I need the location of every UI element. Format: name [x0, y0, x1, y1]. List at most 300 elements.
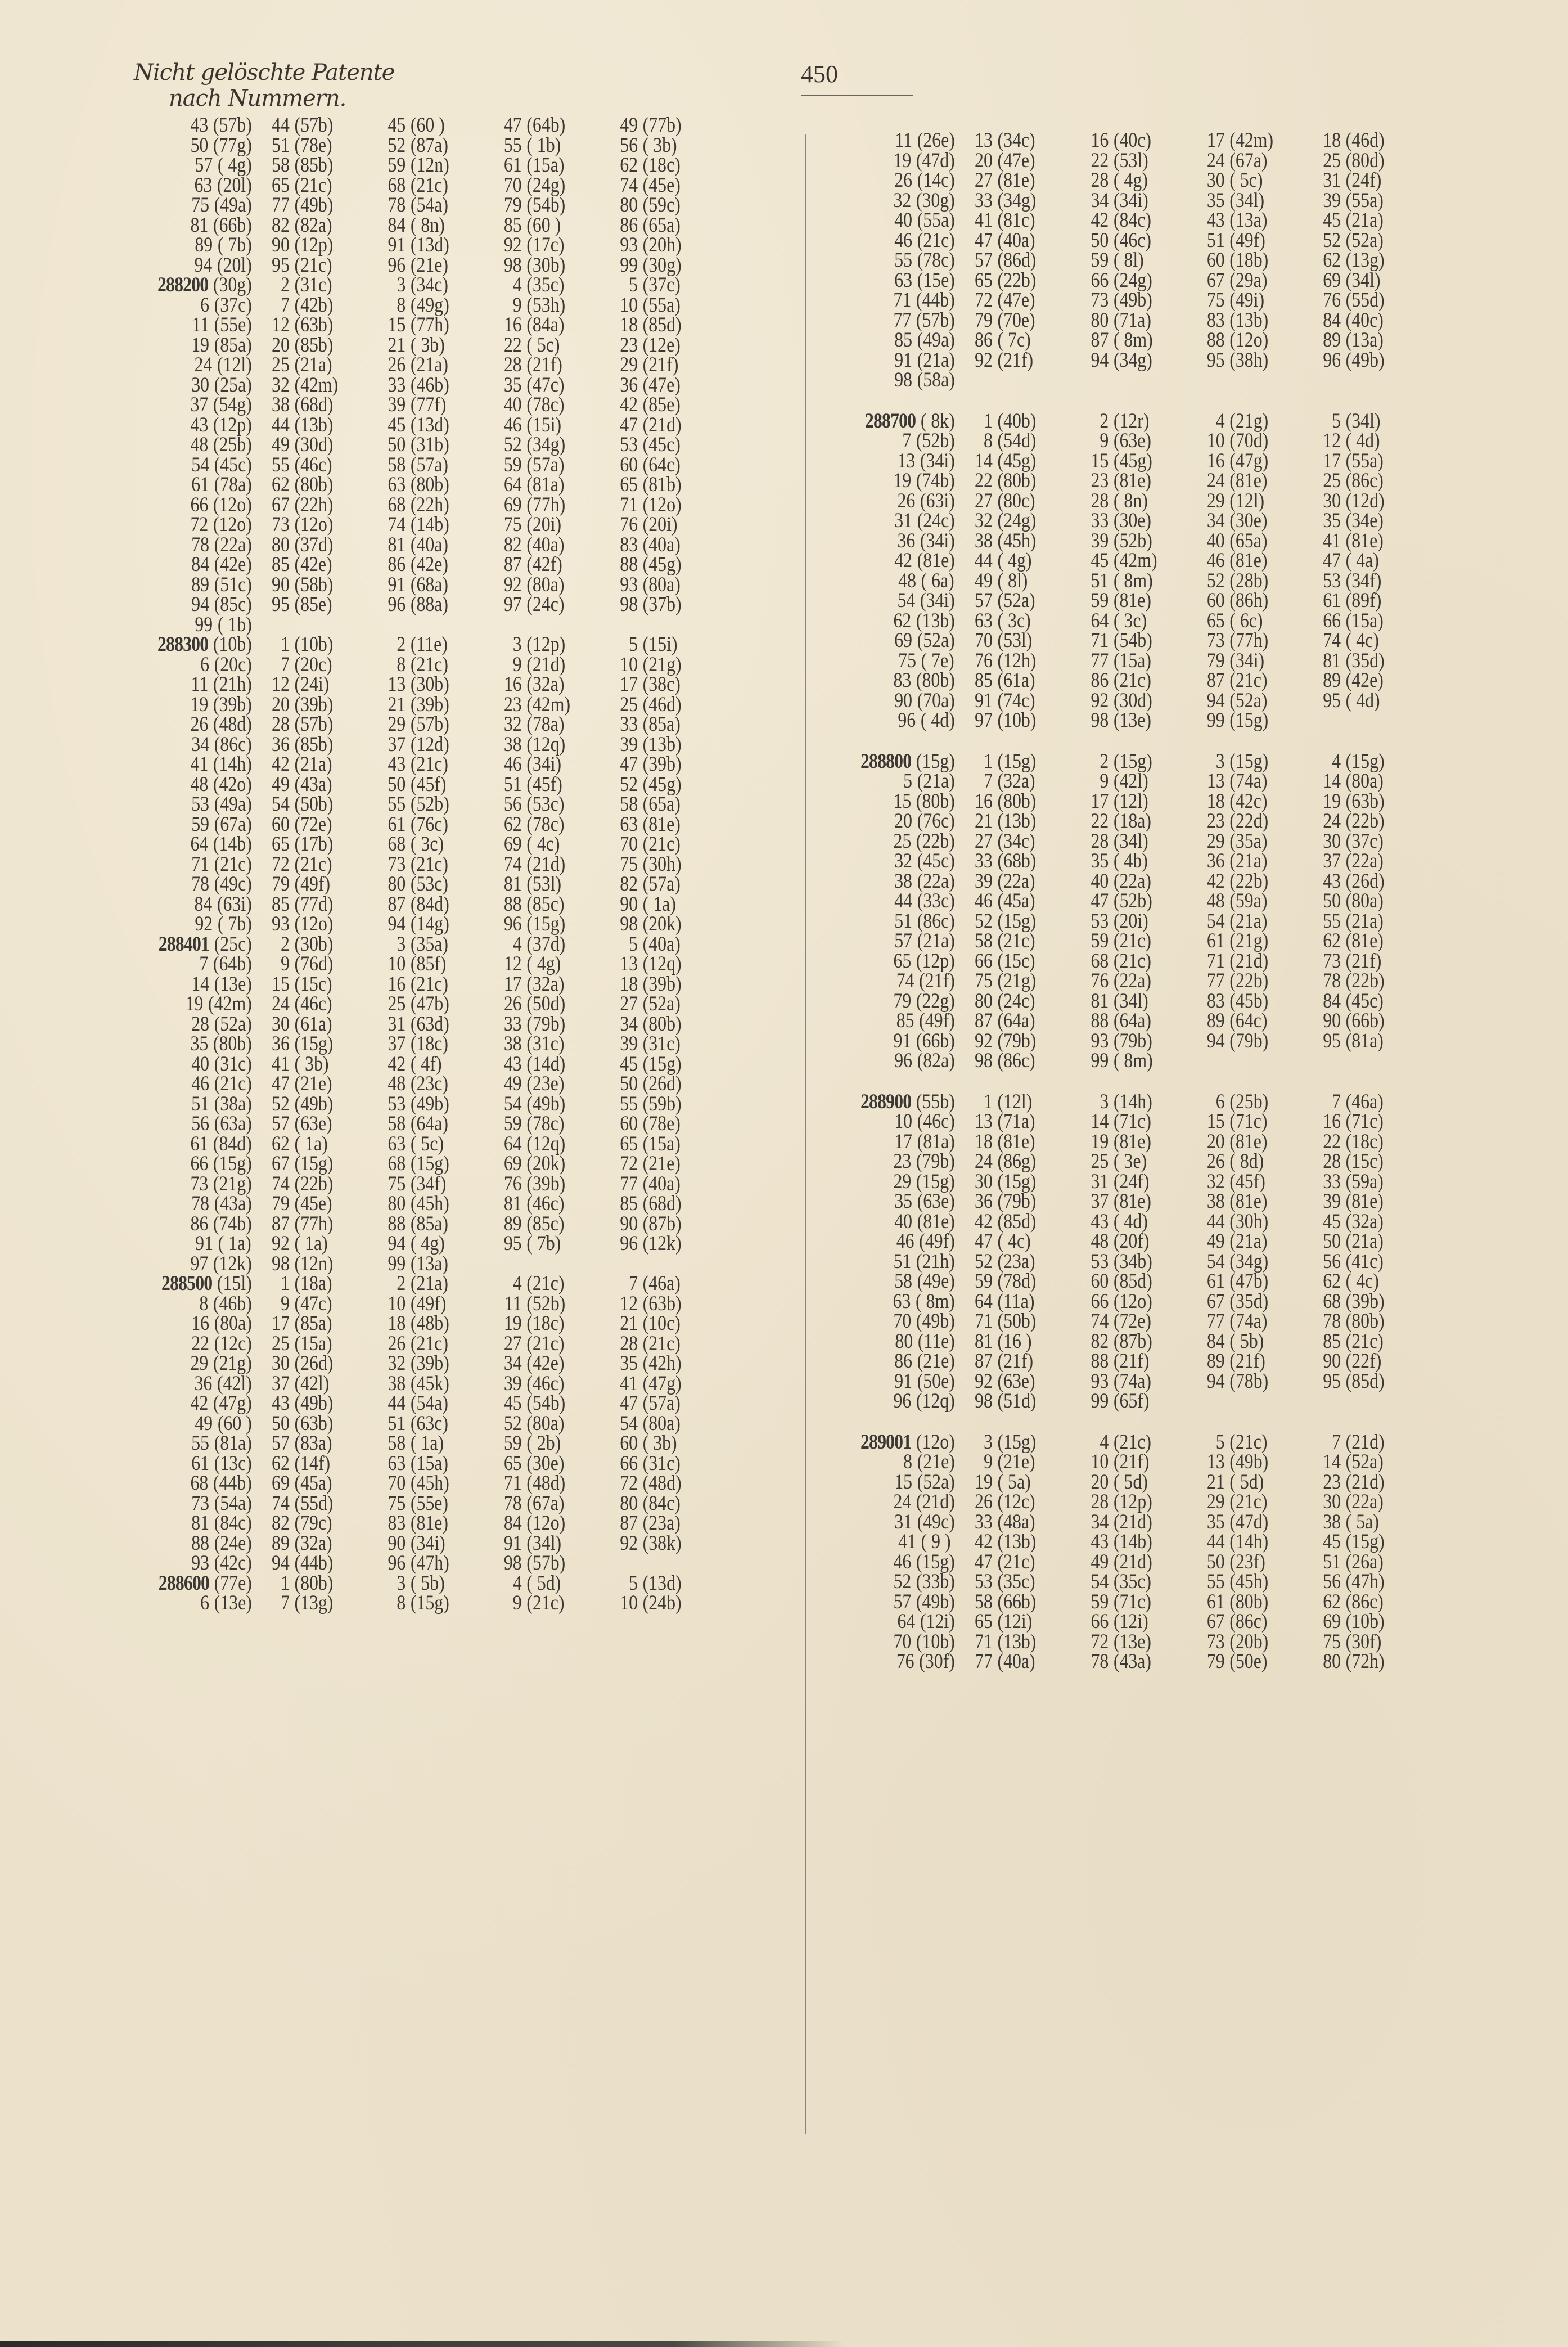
patent-number: 10 — [1091, 1450, 1109, 1473]
class-code: ( 4c) — [997, 1230, 1031, 1253]
patent-entry — [368, 732, 484, 756]
patent-number: 82 — [272, 213, 290, 237]
class-code: (39b) — [410, 1352, 449, 1375]
class-code: (14b) — [1113, 1530, 1152, 1553]
patent-number: 83 — [1206, 989, 1225, 1013]
class-code: (49f) — [294, 873, 331, 896]
class-code: (12d) — [410, 732, 449, 756]
patent-entry — [141, 1451, 252, 1475]
patent-entry — [368, 675, 484, 695]
class-code: (20i) — [642, 513, 678, 536]
patent-entry — [955, 1289, 1071, 1313]
patent-entry — [368, 874, 484, 894]
patent-number: 27 — [975, 829, 993, 853]
class-code: (13b) — [916, 609, 955, 632]
patent-entry — [844, 308, 955, 332]
class-code: (37d) — [526, 932, 566, 956]
patent-entry — [1187, 1492, 1303, 1512]
class-code: (80b) — [410, 473, 449, 496]
list-row — [844, 1231, 1424, 1252]
class-code: (21c) — [410, 972, 449, 996]
class-code: (13d) — [642, 1571, 682, 1595]
class-code: (24c) — [997, 989, 1035, 1013]
patent-number: 20 — [272, 693, 290, 716]
patent-entry — [141, 1094, 252, 1114]
patent-number: 7 — [280, 653, 290, 676]
patent-entry — [844, 210, 955, 231]
patent-entry — [1187, 971, 1303, 991]
patent-number: 14 — [1091, 1110, 1109, 1133]
patent-entry — [1187, 951, 1303, 972]
patent-entry — [1187, 1289, 1303, 1313]
class-code: (21d) — [526, 653, 566, 676]
patent-entry — [955, 228, 1071, 252]
patent-number: 28 — [272, 713, 290, 736]
class-code: (22f) — [1345, 1350, 1382, 1373]
patent-number: 69 — [894, 629, 913, 652]
class-code: ( 6a) — [921, 569, 954, 592]
patent-entry — [844, 1051, 955, 1071]
patent-entry — [844, 831, 955, 852]
class-code: (40c) — [1113, 129, 1152, 152]
class-code: (15a) — [526, 154, 565, 177]
patent-number: 39 — [1323, 1190, 1341, 1213]
class-code: (12k) — [213, 1252, 252, 1275]
patent-number: 55 — [503, 133, 522, 157]
patent-entry — [1071, 1289, 1187, 1313]
patent-entry — [484, 852, 600, 876]
list-row — [844, 1172, 1424, 1192]
patent-entry — [1303, 1011, 1419, 1031]
class-code: (39b) — [642, 753, 682, 776]
class-code: (24c) — [526, 593, 565, 616]
class-code: (42c) — [1229, 789, 1268, 813]
patent-entry — [484, 235, 600, 255]
patent-entry — [1187, 451, 1303, 471]
class-code: (15g) — [1345, 749, 1385, 773]
patent-entry — [252, 495, 368, 515]
class-code: (22d) — [1229, 810, 1269, 833]
class-code: ( 7b) — [526, 1232, 561, 1255]
class-code: (21c) — [997, 929, 1035, 952]
list-row — [844, 971, 1424, 991]
list-row — [141, 315, 721, 335]
class-code: (21g) — [642, 653, 682, 676]
class-code: (43a) — [214, 1192, 252, 1215]
patent-entry — [1071, 511, 1187, 531]
patent-number: 9 — [512, 1591, 522, 1615]
list-row — [844, 749, 1424, 773]
patent-number: 41 — [898, 1530, 916, 1553]
class-code: (70d) — [1229, 429, 1269, 452]
patent-number: 41 — [620, 1372, 638, 1395]
patent-number: 54 — [1206, 909, 1225, 933]
class-code: (76c) — [410, 812, 449, 836]
patent-number: 13 — [1206, 770, 1225, 793]
class-code: (39b) — [213, 693, 252, 716]
class-code: (52a) — [997, 589, 1035, 612]
class-code: (21c) — [1229, 669, 1268, 692]
class-code: (66b) — [213, 213, 252, 237]
patent-entry — [368, 812, 484, 836]
patent-entry — [484, 954, 600, 974]
patent-entry — [1187, 789, 1303, 813]
class-code: (49b) — [526, 1092, 566, 1116]
patent-number: 47 — [503, 114, 522, 137]
list-row — [141, 435, 721, 455]
patent-number: 47 — [975, 1230, 993, 1253]
class-code: (40a) — [642, 533, 681, 556]
patent-entry — [600, 395, 716, 415]
class-code: (42o) — [213, 772, 252, 796]
class-code: (64b) — [213, 952, 252, 975]
list-row — [844, 370, 1424, 390]
class-code: (78c) — [917, 249, 955, 272]
class-code: (21g) — [997, 969, 1037, 992]
patent-entry — [252, 195, 368, 215]
class-code: (49a) — [917, 329, 955, 352]
patent-number: 73 — [1206, 629, 1225, 652]
patent-entry — [600, 1134, 716, 1154]
patent-number: 78 — [191, 533, 210, 556]
patent-entry — [600, 852, 716, 876]
class-code: (13b) — [997, 1530, 1037, 1553]
patent-number: 33 — [620, 713, 638, 736]
list-row — [844, 210, 1424, 231]
class-code: (86h) — [1229, 589, 1269, 612]
class-code: (35a) — [1229, 829, 1268, 853]
patent-number: 62 — [272, 473, 290, 496]
patent-entry — [955, 591, 1071, 611]
class-code: (77d) — [294, 892, 334, 916]
patent-number: 40 — [503, 393, 522, 416]
list-row — [141, 275, 721, 295]
class-code: (12c) — [997, 1490, 1035, 1513]
patent-number: 43 — [503, 1052, 522, 1076]
patent-number: 44 — [975, 549, 993, 572]
class-code: (87a) — [410, 133, 449, 157]
class-code: (78a) — [526, 713, 565, 736]
patent-entry — [1071, 210, 1187, 231]
class-code: (35a) — [410, 932, 449, 956]
class-code: (34e) — [1345, 509, 1384, 532]
class-code: (51d) — [997, 1390, 1037, 1413]
class-code: (71c) — [1345, 1110, 1384, 1133]
patent-entry — [600, 1354, 716, 1374]
patent-number: 82 — [1091, 1329, 1109, 1353]
patent-entry — [1187, 671, 1303, 691]
class-code: (13b) — [997, 1630, 1037, 1653]
class-code: (86c) — [1345, 469, 1384, 492]
patent-entry — [844, 611, 955, 631]
patent-entry — [141, 295, 252, 316]
patent-number: 66 — [190, 493, 209, 516]
patent-number: 32 — [975, 509, 993, 532]
class-code: ( 4d) — [1113, 1210, 1148, 1233]
class-code: (12r) — [1113, 409, 1150, 433]
patent-entry — [252, 1254, 368, 1274]
class-code: (16 ) — [997, 1329, 1032, 1353]
class-code: (35c) — [1113, 1570, 1152, 1593]
patent-number: 23 — [1091, 469, 1109, 492]
patent-number: 17 — [1091, 789, 1109, 813]
class-code: (79b) — [997, 1029, 1037, 1053]
list-row — [141, 974, 721, 995]
patent-number: 87 — [388, 892, 406, 916]
patent-entry — [955, 1472, 1071, 1492]
patent-entry — [252, 1074, 368, 1094]
list-row — [844, 1289, 1424, 1313]
class-code: (80a) — [642, 1411, 681, 1435]
patent-number: 67 — [1206, 268, 1225, 292]
list-row — [141, 1593, 721, 1613]
patent-number: 50 — [1091, 228, 1109, 252]
patent-number: 60 — [620, 453, 638, 476]
class-code: (59a) — [1345, 1170, 1384, 1193]
patent-number: 39 — [620, 1032, 638, 1055]
patent-entry — [600, 375, 716, 395]
patent-number: 13 — [897, 449, 916, 473]
patent-number: 80 — [620, 194, 638, 217]
patent-number: 29 — [893, 1170, 912, 1193]
patent-entry — [1303, 1249, 1419, 1273]
class-code: (57b) — [294, 114, 334, 137]
patent-number: 76 — [896, 1650, 914, 1673]
patent-entry — [252, 1194, 368, 1214]
class-code: (81e) — [1229, 1130, 1268, 1153]
class-code: (12i) — [997, 1610, 1033, 1633]
patent-number: 59 — [1091, 589, 1109, 612]
class-code: (49i) — [1229, 289, 1265, 312]
class-code: (80c) — [997, 489, 1035, 512]
class-code: (86c) — [1345, 1590, 1384, 1613]
patent-number: 84 — [503, 1512, 522, 1535]
patent-entry — [1303, 1572, 1419, 1592]
class-code: ( 1a) — [410, 1432, 444, 1455]
patent-entry — [368, 794, 484, 815]
patent-number: 47 — [975, 1550, 993, 1573]
patent-entry — [1303, 551, 1419, 571]
patent-entry — [1303, 1552, 1419, 1572]
section-288900 — [844, 1092, 1519, 1411]
patent-entry — [141, 133, 252, 157]
class-code: ( 8l) — [1113, 249, 1144, 272]
class-code: (34i) — [410, 1531, 445, 1555]
patent-number: 76 — [1323, 289, 1341, 312]
patent-entry — [1303, 268, 1419, 292]
patent-entry — [484, 754, 600, 775]
patent-number: 39 — [1323, 188, 1341, 212]
patent-number: 77 — [272, 194, 290, 217]
class-code: (21a) — [1229, 1230, 1268, 1253]
patent-number: 3 — [1215, 749, 1225, 773]
patent-number: 38 — [388, 1372, 406, 1395]
patent-entry — [844, 1572, 955, 1592]
patent-entry — [484, 635, 600, 655]
class-code: (65a) — [642, 213, 681, 237]
class-code: (13b) — [294, 413, 334, 437]
patent-entry — [484, 275, 600, 295]
class-code: (58b) — [294, 573, 334, 596]
patent-number: 56 — [503, 793, 522, 816]
patent-entry — [1187, 250, 1303, 271]
patent-number: 28 — [191, 1012, 210, 1036]
patent-number: 50 — [190, 133, 209, 157]
patent-entry — [252, 1553, 368, 1573]
class-code: (34i) — [1113, 188, 1148, 212]
patent-number: 74 — [896, 969, 914, 992]
patent-number: 16 — [1206, 449, 1225, 473]
class-code: (81e) — [1229, 469, 1268, 492]
patent-number: 16 — [191, 1312, 210, 1335]
patent-number: 32 — [1206, 1170, 1225, 1193]
patent-entry — [1187, 891, 1303, 911]
list-row — [141, 133, 721, 157]
class-code: (37b) — [642, 593, 682, 616]
patent-entry — [141, 934, 252, 955]
class-code: (34f) — [410, 1172, 447, 1195]
patent-entry — [484, 173, 600, 197]
patent-entry — [1187, 431, 1303, 451]
class-code: (17b) — [294, 833, 334, 856]
patent-entry — [844, 491, 955, 511]
patent-number: 53 — [388, 1092, 406, 1116]
patent-entry — [955, 1051, 1071, 1071]
class-code: (12o) — [213, 513, 252, 536]
class-code: (60 ) — [410, 114, 445, 137]
patent-entry — [844, 551, 955, 571]
patent-number: 70 — [893, 1310, 912, 1333]
class-code: (20k) — [642, 912, 682, 936]
class-code: (40a) — [642, 932, 681, 956]
patent-number: 4 — [512, 273, 522, 296]
patent-entry — [955, 851, 1071, 871]
class-code: (13b) — [997, 810, 1037, 833]
patent-entry — [1303, 811, 1419, 831]
class-code: (23e) — [526, 1072, 565, 1095]
class-code: (49b) — [294, 194, 334, 217]
patent-entry — [955, 1492, 1071, 1512]
class-code: (23a) — [642, 1512, 681, 1535]
patent-number: 10 — [388, 952, 406, 975]
patent-number: 85 — [503, 213, 522, 237]
patent-number: 22 — [975, 469, 993, 492]
class-code: (26d) — [294, 1352, 334, 1375]
class-code: ( 3c) — [1113, 609, 1147, 632]
patent-entry — [1187, 1512, 1303, 1532]
patent-number: 49 — [272, 772, 290, 796]
class-code: (15c) — [1345, 1150, 1384, 1173]
patent-entry — [955, 1112, 1071, 1132]
class-code: (46c) — [294, 992, 332, 1015]
patent-entry — [252, 295, 368, 316]
list-row — [844, 151, 1424, 171]
patent-number: 21 — [388, 693, 406, 716]
class-code: (61a) — [997, 669, 1035, 692]
class-code: (45a) — [294, 1472, 332, 1495]
patent-number: 46 — [893, 1550, 912, 1573]
patent-entry — [252, 732, 368, 756]
patent-number: 37 — [1091, 1190, 1109, 1213]
patent-entry — [484, 1393, 600, 1414]
class-code: (50e) — [1229, 1650, 1268, 1673]
list-row — [141, 1134, 721, 1154]
patent-number: 90 — [1323, 1009, 1341, 1032]
patent-entry — [484, 695, 600, 715]
class-code: (30e) — [1229, 509, 1268, 532]
list-row — [141, 812, 721, 836]
patent-entry — [484, 595, 600, 615]
patent-entry — [955, 1632, 1071, 1652]
class-code: ( 1a) — [218, 1232, 251, 1255]
patent-entry — [600, 994, 716, 1014]
patent-number: 64 — [503, 473, 522, 496]
patent-number: 96 — [620, 1232, 638, 1255]
class-code: (57b) — [526, 1552, 566, 1575]
class-code: (15g) — [410, 1152, 449, 1175]
patent-number: 54 — [503, 1092, 522, 1116]
patent-entry — [141, 615, 252, 635]
patent-entry — [484, 1274, 600, 1294]
patent-number: 98 — [975, 1049, 993, 1072]
patent-entry — [484, 1531, 600, 1555]
patent-number: 92 — [620, 1531, 638, 1555]
patent-entry — [1071, 1172, 1187, 1192]
class-code: (21d) — [642, 413, 682, 437]
patent-number: 61 — [1206, 1590, 1225, 1613]
patent-number: 88 — [388, 1212, 406, 1235]
patent-entry — [484, 1074, 600, 1094]
patent-entry — [484, 732, 600, 756]
class-code: (21c) — [410, 852, 449, 876]
patent-number: 52 — [975, 909, 993, 933]
patent-entry — [844, 1652, 955, 1672]
class-code: (24c) — [917, 509, 955, 532]
patent-entry — [1303, 671, 1419, 691]
patent-entry — [252, 355, 368, 375]
patent-entry — [600, 335, 716, 356]
patent-number: 20 — [272, 333, 290, 357]
class-code: (64a) — [997, 1009, 1035, 1032]
list-row — [141, 732, 721, 756]
patent-entry — [252, 1334, 368, 1354]
patent-number: 78 — [388, 194, 406, 217]
list-row — [844, 1369, 1424, 1393]
class-code: (42m) — [294, 373, 339, 397]
patent-entry — [141, 435, 252, 455]
patent-entry — [141, 1014, 252, 1035]
class-code: (86g) — [997, 1150, 1037, 1173]
patent-number: 23 — [1323, 1470, 1341, 1494]
class-code: (88a) — [410, 593, 449, 616]
class-code: (11e) — [410, 633, 448, 656]
patent-entry — [844, 1172, 955, 1192]
patent-entry — [1303, 631, 1419, 651]
class-code: (21d) — [1113, 1510, 1152, 1534]
patent-entry — [252, 375, 368, 395]
list-row — [141, 355, 721, 375]
class-code: (22a) — [1345, 849, 1384, 873]
class-code: (49b) — [410, 1092, 449, 1116]
class-code: (71a) — [997, 1110, 1035, 1133]
patent-entry — [1303, 1632, 1419, 1652]
patent-entry — [368, 575, 484, 595]
class-code: (78c) — [526, 393, 565, 416]
class-code: (20l) — [217, 173, 252, 197]
class-code: (20f) — [1113, 1230, 1150, 1253]
patent-number: 51 — [1206, 228, 1225, 252]
class-code: (68b) — [997, 849, 1037, 873]
